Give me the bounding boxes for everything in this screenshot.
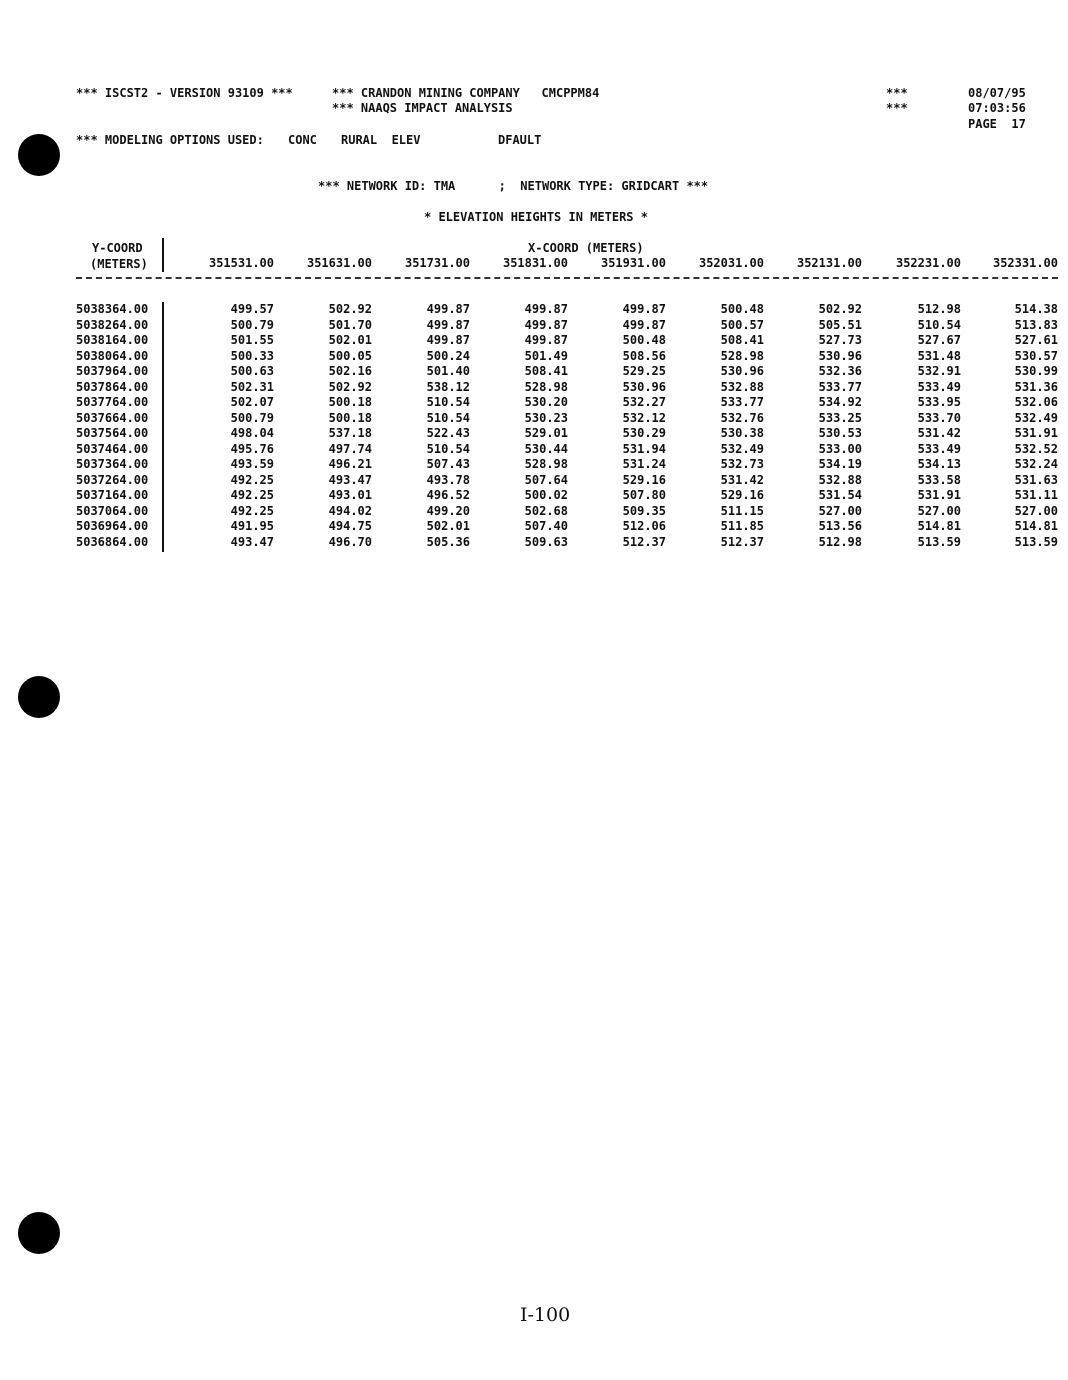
x-coord-label: X-COORD (METERS) <box>528 241 644 255</box>
punch-hole-middle <box>18 676 60 718</box>
elevation-cell: 527.00 <box>917 503 961 518</box>
elevation-cell: 534.13 <box>917 457 961 471</box>
elevation-cell: 500.48 <box>720 302 764 316</box>
y-coord-cell: 5038264.00 <box>76 317 149 332</box>
elevation-cell: 532.49 <box>720 441 764 456</box>
elevation-cell: 507.64 <box>524 472 568 487</box>
y-coord-cell: 5038364.00 <box>76 302 149 316</box>
elevation-cell: 522.43 <box>426 426 470 440</box>
elevation-cell: 513.59 <box>917 534 961 549</box>
elevation-cell: 499.87 <box>426 302 470 316</box>
y-coord-cell: 5037964.00 <box>76 364 149 378</box>
elevation-cell: 499.87 <box>524 333 568 347</box>
elevation-cell: 531.63 <box>1014 472 1058 487</box>
elevation-cell: 514.38 <box>1014 302 1058 316</box>
y-coord-cell: 5037464.00 <box>76 441 149 456</box>
elevation-cell: 528.98 <box>524 457 568 471</box>
elevation-cell: 511.85 <box>720 519 764 533</box>
elevation-cell: 501.55 <box>230 333 274 347</box>
elevation-cell: 527.61 <box>1014 333 1058 347</box>
elevation-cell: 499.87 <box>426 333 470 347</box>
elevation-cell: 500.05 <box>328 348 372 363</box>
y-coord-unit: (METERS) <box>90 257 148 271</box>
y-coord-label: Y-COORD <box>92 241 143 255</box>
y-coord-cell: 5038164.00 <box>76 333 149 347</box>
elevation-cell: 531.11 <box>1014 488 1058 502</box>
elevation-cell: 512.37 <box>720 534 764 549</box>
elevation-cell: 513.83 <box>1014 317 1058 332</box>
elevation-cell: 508.41 <box>524 364 568 378</box>
option-dfault: DFAULT <box>498 133 542 147</box>
elevation-cell: 529.16 <box>622 472 666 487</box>
elevation-cell: 530.29 <box>622 426 666 440</box>
modeling-options-label: *** MODELING OPTIONS USED: <box>76 133 264 147</box>
elevation-cell: 532.88 <box>720 379 764 394</box>
elevation-cell: 494.75 <box>328 519 372 533</box>
elevation-cell: 532.88 <box>818 472 862 487</box>
elevation-cell: 502.68 <box>524 503 568 518</box>
elevation-cell: 500.79 <box>230 317 274 332</box>
y-coord-cell: 5036964.00 <box>76 519 149 533</box>
elevation-cell: 533.58 <box>917 472 961 487</box>
elevation-cell: 529.25 <box>622 364 666 378</box>
elevation-cell: 533.95 <box>917 395 961 409</box>
elevation-cell: 493.01 <box>328 488 372 502</box>
elevation-cell: 500.18 <box>328 410 372 425</box>
elevation-cell: 500.33 <box>230 348 274 363</box>
elevation-cell: 496.21 <box>328 457 372 471</box>
elevation-cell: 491.95 <box>230 519 274 533</box>
elevation-cell: 497.74 <box>328 441 372 456</box>
elevation-cell: 512.06 <box>622 519 666 533</box>
elevation-cell: 512.37 <box>622 534 666 549</box>
elevation-cell: 509.63 <box>524 534 568 549</box>
elevation-cell: 505.51 <box>818 317 862 332</box>
elevation-cell: 498.04 <box>230 426 274 440</box>
elevation-cell: 533.25 <box>818 410 862 425</box>
y-coord-cell: 5037664.00 <box>76 410 149 425</box>
elevation-cell: 492.25 <box>230 488 274 502</box>
elevation-cell: 493.59 <box>230 457 274 471</box>
y-coord-cell: 5037264.00 <box>76 472 149 487</box>
elevation-cell: 507.43 <box>426 457 470 471</box>
elevation-cell: 496.70 <box>328 534 372 549</box>
elevation-cell: 510.54 <box>426 441 470 456</box>
y-coord-cell: 5037564.00 <box>76 426 149 440</box>
elevation-cell: 532.49 <box>1014 410 1058 425</box>
elevation-cell: 531.91 <box>1014 426 1058 440</box>
elevation-cell: 534.19 <box>818 457 862 471</box>
page-number: PAGE 17 <box>968 117 1026 131</box>
elevation-cell: 532.06 <box>1014 395 1058 409</box>
elevation-cell: 502.92 <box>818 302 862 316</box>
elevation-cell: 514.81 <box>1014 519 1058 533</box>
y-coord-cell: 5037064.00 <box>76 503 149 518</box>
elevation-cell: 532.91 <box>917 364 961 378</box>
elevation-cell: 492.25 <box>230 503 274 518</box>
elevation-cell: 505.36 <box>426 534 470 549</box>
elevation-cell: 502.01 <box>426 519 470 533</box>
elevation-cell: 527.73 <box>818 333 862 347</box>
elevation-cell: 502.31 <box>230 379 274 394</box>
y-coord-cell: 5037164.00 <box>76 488 149 502</box>
column-header: 352031.00 <box>698 256 764 270</box>
elevation-cell: 533.00 <box>818 441 862 456</box>
program-version: *** ISCST2 - VERSION 93109 *** <box>76 86 293 100</box>
network-line: *** NETWORK ID: TMA ; NETWORK TYPE: GRIDCART *** <box>318 179 709 193</box>
elevation-cell: 527.67 <box>917 333 961 347</box>
elevation-cell: 530.44 <box>524 441 568 456</box>
elevation-cell: 527.00 <box>818 503 862 518</box>
analysis-title: *** NAAQS IMPACT ANALYSIS <box>332 101 513 115</box>
y-coord-cell: 5036864.00 <box>76 534 149 549</box>
elevation-cell: 508.56 <box>622 348 666 363</box>
elevation-cell: 530.96 <box>622 379 666 394</box>
elevation-cell: 530.23 <box>524 410 568 425</box>
option-rural-elev: RURAL ELEV <box>341 133 421 147</box>
column-header: 352231.00 <box>895 256 961 270</box>
elevation-cell: 507.40 <box>524 519 568 533</box>
elevation-cell: 501.40 <box>426 364 470 378</box>
elevation-cell: 533.70 <box>917 410 961 425</box>
elevation-cell: 537.18 <box>328 426 372 440</box>
elevation-cell: 500.57 <box>720 317 764 332</box>
elevation-cell: 492.25 <box>230 472 274 487</box>
elevation-cell: 500.63 <box>230 364 274 378</box>
elevation-cell: 528.98 <box>524 379 568 394</box>
elevation-cell: 502.01 <box>328 333 372 347</box>
elevation-cell: 502.92 <box>328 379 372 394</box>
column-header: 351731.00 <box>404 256 470 270</box>
elevation-cell: 531.48 <box>917 348 961 363</box>
punch-hole-top <box>18 134 60 176</box>
elevation-cell: 538.12 <box>426 379 470 394</box>
elevation-cell: 532.24 <box>1014 457 1058 471</box>
elevation-cell: 509.35 <box>622 503 666 518</box>
elevation-cell: 495.76 <box>230 441 274 456</box>
elevation-cell: 534.92 <box>818 395 862 409</box>
elevation-cell: 499.87 <box>524 317 568 332</box>
column-header: 352131.00 <box>796 256 862 270</box>
elevation-cell: 531.94 <box>622 441 666 456</box>
option-conc: CONC <box>288 133 317 147</box>
elevation-cell: 501.70 <box>328 317 372 332</box>
elevation-cell: 514.81 <box>917 519 961 533</box>
y-coord-cell: 5037364.00 <box>76 457 149 471</box>
elevation-cell: 513.56 <box>818 519 862 533</box>
elevation-cell: 530.20 <box>524 395 568 409</box>
elevation-cell: 499.87 <box>426 317 470 332</box>
y-coord-cell: 5038064.00 <box>76 348 149 363</box>
elevation-cell: 531.42 <box>720 472 764 487</box>
elevation-cell: 507.80 <box>622 488 666 502</box>
column-header: 352331.00 <box>992 256 1058 270</box>
elevation-cell: 499.87 <box>622 317 666 332</box>
elevation-cell: 494.02 <box>328 503 372 518</box>
y-coord-cell: 5037764.00 <box>76 395 149 409</box>
elevation-cell: 501.49 <box>524 348 568 363</box>
punch-hole-bottom <box>18 1212 60 1254</box>
elevation-cell: 496.52 <box>426 488 470 502</box>
elevation-cell: 532.73 <box>720 457 764 471</box>
elevation-cell: 530.99 <box>1014 364 1058 378</box>
elevation-cell: 531.36 <box>1014 379 1058 394</box>
elevation-cell: 500.48 <box>622 333 666 347</box>
dashed-separator <box>76 277 1058 279</box>
elevation-cell: 500.79 <box>230 410 274 425</box>
elevation-cell: 500.02 <box>524 488 568 502</box>
elevation-cell: 530.53 <box>818 426 862 440</box>
elevation-cell: 533.49 <box>917 379 961 394</box>
elevation-cell: 529.16 <box>720 488 764 502</box>
elevation-cell: 499.20 <box>426 503 470 518</box>
elevation-cell: 532.52 <box>1014 441 1058 456</box>
elevation-cell: 530.38 <box>720 426 764 440</box>
elevation-cell: 502.07 <box>230 395 274 409</box>
report-date: 08/07/95 <box>968 86 1026 100</box>
elevation-cell: 530.96 <box>720 364 764 378</box>
elevation-cell: 493.47 <box>230 534 274 549</box>
elevation-cell: 532.12 <box>622 410 666 425</box>
footer-page-number: I-100 <box>520 1304 571 1326</box>
elevation-cell: 502.16 <box>328 364 372 378</box>
elevation-cell: 527.00 <box>1014 503 1058 518</box>
column-header: 351631.00 <box>306 256 372 270</box>
elevation-title: * ELEVATION HEIGHTS IN METERS * <box>424 210 648 224</box>
elevation-cell: 531.42 <box>917 426 961 440</box>
y-coord-cell: 5037864.00 <box>76 379 149 394</box>
elevation-cell: 493.47 <box>328 472 372 487</box>
elevation-cell: 528.98 <box>720 348 764 363</box>
elevation-cell: 510.54 <box>426 395 470 409</box>
elevation-cell: 533.77 <box>720 395 764 409</box>
elevation-cell: 532.36 <box>818 364 862 378</box>
elevation-cell: 500.24 <box>426 348 470 363</box>
elevation-cell: 531.24 <box>622 457 666 471</box>
elevation-cell: 533.77 <box>818 379 862 394</box>
report-time: 07:03:56 <box>968 101 1026 115</box>
elevation-cell: 493.78 <box>426 472 470 487</box>
column-header: 351531.00 <box>208 256 274 270</box>
elevation-cell: 533.49 <box>917 441 961 456</box>
elevation-cell: 499.87 <box>524 302 568 316</box>
elevation-cell: 513.59 <box>1014 534 1058 549</box>
elevation-cell: 532.27 <box>622 395 666 409</box>
company-name: *** CRANDON MINING COMPANY CMCPPM84 <box>332 86 600 100</box>
elevation-cell: 530.96 <box>818 348 862 363</box>
elevation-cell: 510.54 <box>917 317 961 332</box>
elevation-cell: 499.87 <box>622 302 666 316</box>
stars-right-2: *** <box>886 101 908 115</box>
elevation-cell: 510.54 <box>426 410 470 425</box>
elevation-cell: 512.98 <box>818 534 862 549</box>
elevation-cell: 529.01 <box>524 426 568 440</box>
elevation-cell: 531.91 <box>917 488 961 502</box>
column-header: 351931.00 <box>600 256 666 270</box>
elevation-cell: 511.15 <box>720 503 764 518</box>
elevation-cell: 502.92 <box>328 302 372 316</box>
column-header: 351831.00 <box>502 256 568 270</box>
stars-right-1: *** <box>886 86 908 100</box>
elevation-cell: 512.98 <box>917 302 961 316</box>
elevation-cell: 500.18 <box>328 395 372 409</box>
elevation-cell: 532.76 <box>720 410 764 425</box>
elevation-cell: 531.54 <box>818 488 862 502</box>
elevation-cell: 499.57 <box>230 302 274 316</box>
elevation-cell: 530.57 <box>1014 348 1058 363</box>
elevation-cell: 508.41 <box>720 333 764 347</box>
